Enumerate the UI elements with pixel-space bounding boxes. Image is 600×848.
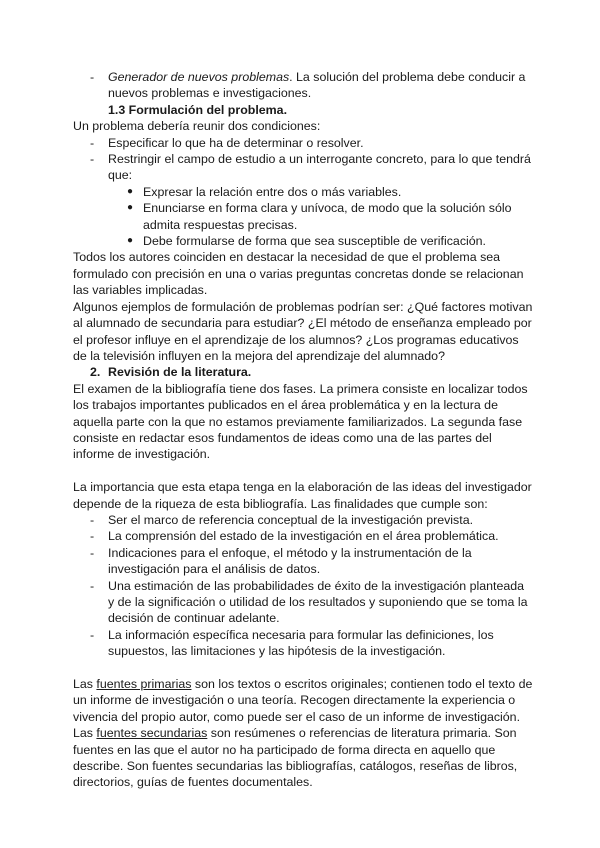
bullet-item-text: Enunciarse en forma clara y unívoca, de modo que la solución sólo admita respuestas precisas.	[143, 201, 512, 232]
primary-sources-term: fuentes primarias	[96, 677, 192, 691]
list-item	[73, 135, 533, 151]
bullet-item	[73, 200, 533, 233]
bullet-icon: ●	[127, 185, 134, 197]
bullet-item-text: Debe formularse de forma que sea susceptible de verificación.	[143, 234, 486, 249]
dash-marker: -	[90, 529, 95, 544]
paragraph: Algunos ejemplos de formulación de problemas podrían ser: ¿Qué factores motivan al alumnado de secundaria para estudiar? ¿El método de enseñanza empleado por el profesor influye en el aprendizaje de los alumnos? ¿Los programas educativos de la televisión influyen en la mejora del aprendizaje del alumnado?	[73, 299, 533, 363]
section-heading-2	[73, 364, 533, 380]
spacer	[73, 463, 533, 479]
list-item	[73, 528, 533, 544]
dash-marker: -	[90, 152, 95, 167]
list-item-text: Una estimación de las probabilidades de éxito de la investigación planteada y de la significación o utilidad de los resultados y suponiendo que se toma la decisión de continuar adelante.	[108, 578, 528, 626]
section-number: 2.	[90, 365, 101, 380]
list-item	[73, 151, 533, 184]
list-item	[73, 545, 533, 578]
list-item-text: Restringir el campo de estudio a un interrogante concreto, para lo que tendrá que:	[108, 152, 531, 183]
list-item-text: Especificar lo que ha de determinar o resolver.	[108, 135, 364, 150]
list-item	[73, 627, 533, 660]
section-heading-1-3: 1.3 Formulación del problema.	[108, 102, 288, 117]
bullet-item	[73, 233, 533, 249]
text-run: son resúmenes o referencias de literatura primaria. Son fuentes en las que el autor no ha participado de forma directa en aquello que describe. Son fuentes secundarias las bibliografías, catálogos, reseñas de libros, directorios, guías de fuentes documentales.	[73, 726, 518, 790]
paragraph: Un problema debería reunir dos condiciones:	[73, 119, 321, 134]
paragraph: Todos los autores coinciden en destacar la necesidad de que el problema sea formulado con precisión en una o varias preguntas concretas donde se relacionan las variables implicadas.	[73, 250, 524, 298]
list-item-text: . La solución del problema debe conducir a nuevos problemas e investigaciones.	[108, 70, 526, 101]
list-item	[73, 578, 533, 627]
list-item-text: La información específica necesaria para formular las definiciones, los supuestos, las limitaciones y las hipótesis de la investigación.	[108, 627, 494, 659]
bullet-item	[73, 184, 533, 200]
list-item-text: La comprensión del estado de la investigación en el área problemática.	[108, 529, 499, 544]
paragraph: La importancia que esta etapa tenga en la elaboración de las ideas del investigador depende de la riqueza de esta bibliografía. Las finalidades que cumple son:	[73, 480, 532, 511]
paragraph-secondary-sources	[73, 725, 533, 791]
list-item-text: Ser el marco de referencia conceptual de la investigación prevista.	[108, 512, 474, 527]
text-run: son los textos o escritos originales; contienen todo el texto de un informe de investigación o una teoría. Recogen directamente la experiencia o vivencia del propio autor, como puede ser el caso de un informe de investigación.	[73, 677, 533, 724]
list-item	[73, 512, 533, 528]
document-page	[73, 69, 533, 791]
list-item	[73, 69, 533, 102]
secondary-sources-term: fuentes secundarias	[96, 726, 208, 741]
bullet-icon: ●	[127, 235, 134, 247]
dash-marker: -	[90, 545, 95, 560]
bullet-icon: ●	[127, 202, 134, 214]
spacer	[73, 660, 533, 676]
dash-marker: -	[90, 627, 95, 642]
paragraph: El examen de la bibliografía tiene dos fases. La primera consiste en localizar todos los trabajos importantes publicados en el área problemática y en la lectura de aquella parte con la que no estamos previamente familiarizados. La segunda fase consiste en redactar esos fundamentos de ideas como una de las partes del informe de investigación.	[73, 381, 528, 462]
dash-marker: -	[90, 135, 95, 150]
dash-marker: -	[90, 512, 95, 527]
dash-marker: -	[90, 70, 95, 84]
dash-marker: -	[90, 578, 95, 593]
italic-term: Generador de nuevos problemas	[108, 70, 290, 84]
bullet-item-text: Expresar la relación entre dos o más variables.	[143, 184, 402, 199]
text-run: Las	[73, 726, 97, 741]
text-run: Las	[73, 677, 97, 691]
paragraph-primary-sources	[73, 676, 533, 725]
list-item-text: Indicaciones para el enfoque, el método y la instrumentación de la investigación para el análisis de datos.	[108, 545, 472, 577]
section-title: Revisión de la literatura.	[108, 365, 252, 380]
